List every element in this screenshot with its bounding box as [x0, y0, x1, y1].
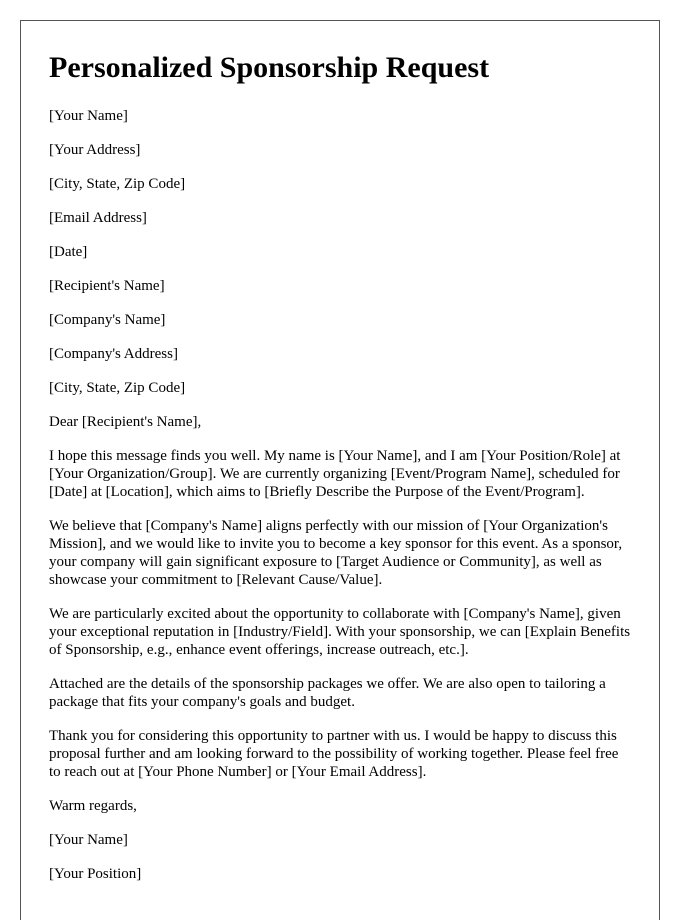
recipient-company: [Company's Name] — [49, 312, 166, 328]
letter-date: [Date] — [49, 244, 88, 260]
body-paragraph: We believe that [Company's Name] aligns perfectly with our mission of [Your Organization's Mission], and we would like to invite you to become a key sponsor for this event. As a sponsor, your company will gain significant exposure to [Target Audience or Community], as well as showcase your commitment to [Relevant Cause/Value]. — [49, 518, 623, 588]
salutation: Dear [Recipient's Name], — [49, 414, 202, 430]
recipient-name: [Recipient's Name] — [49, 278, 165, 294]
letter-page — [20, 20, 660, 920]
recipient-block — [49, 277, 631, 397]
recipient-company-address: [Company's Address] — [49, 346, 178, 362]
sender-block — [49, 107, 631, 261]
letter-body — [49, 447, 631, 781]
closing: Warm regards, — [49, 798, 137, 814]
sender-address: [Your Address] — [49, 142, 141, 158]
signature-name: [Your Name] — [49, 832, 128, 848]
body-paragraph: Attached are the details of the sponsorship packages we offer. We are also open to tailoring a package that fits your company's goals and budget. — [49, 676, 606, 710]
body-paragraph: Thank you for considering this opportunity to partner with us. I would be happy to discuss this proposal further and am looking forward to the possibility of working together. Please feel free to reach out at [Your Phone Number] or [Your Email Address]. — [49, 728, 619, 780]
signature-position: [Your Position] — [49, 866, 142, 882]
body-paragraph: We are particularly excited about the opportunity to collaborate with [Company's Name], given your exceptional reputation in [Industry/Field]. With your sponsorship, we can [Explain Benefits of Sponsorship, e.g., enhance event offerings, increase outreach, etc.]. — [49, 606, 631, 658]
recipient-city-state-zip: [City, State, Zip Code] — [49, 380, 186, 396]
body-paragraph: I hope this message finds you well. My name is [Your Name], and I am [Your Position/Role] at [Your Organization/Group]. We are currently organizing [Event/Program Name], scheduled for [Date] at [Location], which aims to [Briefly Describe the Purpose of the Event/Program]. — [49, 448, 621, 500]
sender-email: [Email Address] — [49, 210, 147, 226]
sender-name: [Your Name] — [49, 108, 128, 124]
sender-city-state-zip: [City, State, Zip Code] — [49, 176, 186, 192]
page-title: Personalized Sponsorship Request — [49, 51, 490, 84]
